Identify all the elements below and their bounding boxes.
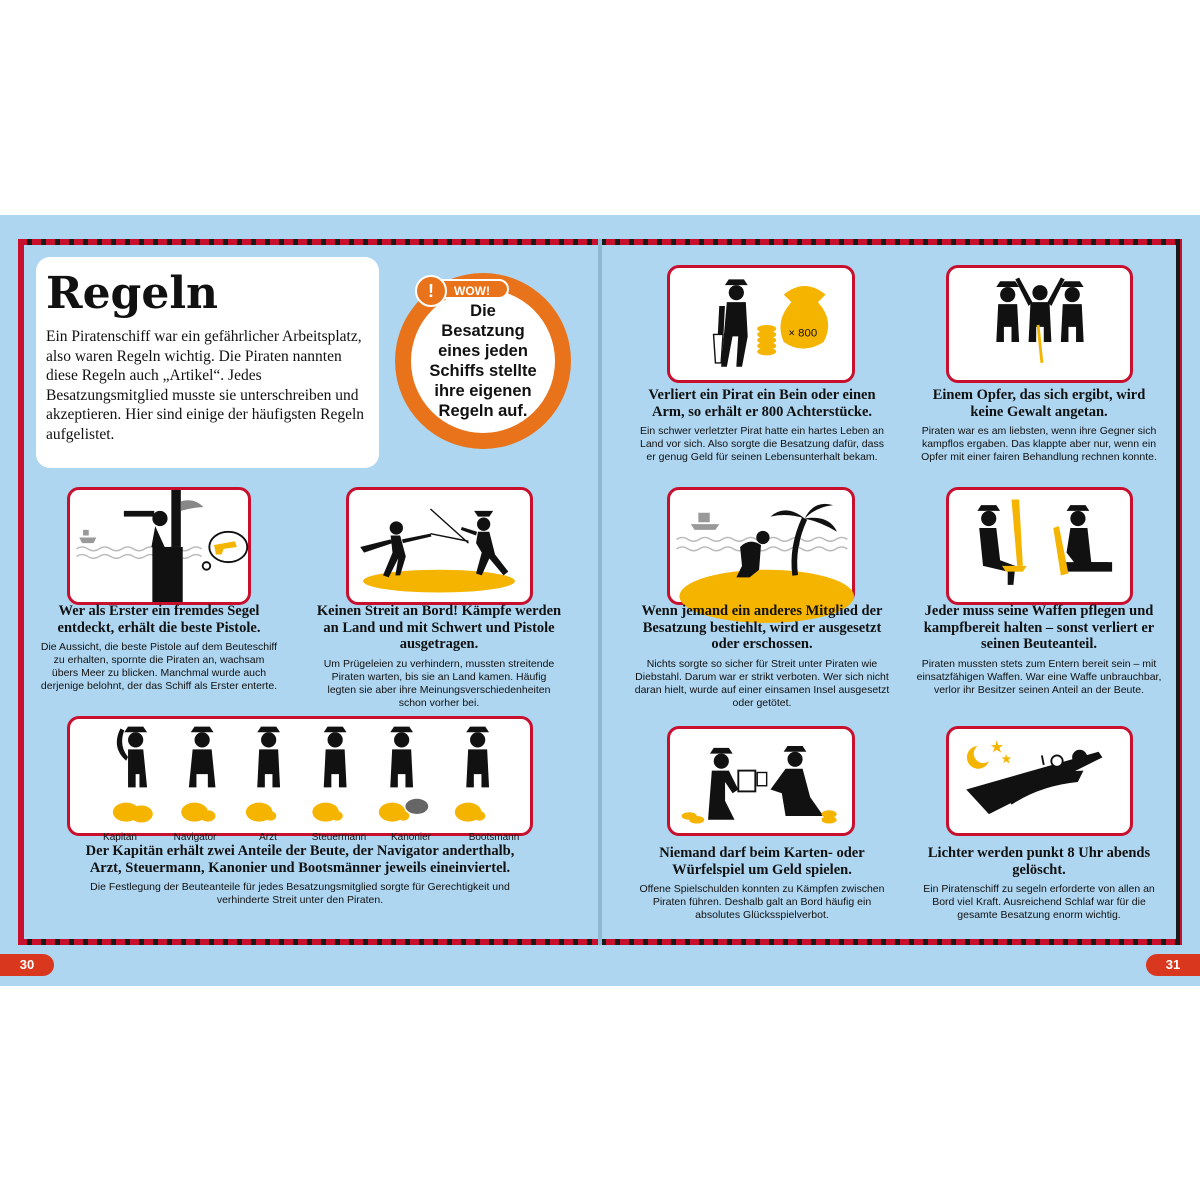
wow-tag: WOW! [423,279,509,299]
caption-segel [40,603,278,693]
rule-heading: Verliert ein Pirat ein Bein oder einen Arm, so erhält er 800 Achterstücke. [648,387,876,420]
card-licht [946,726,1133,836]
hammock-sleep-illustration-icon [949,729,1130,833]
caption-licht [916,845,1162,922]
rule-body: Ein schwer verletzter Pirat hatte ein hartes Leben an Land vor sich. Also sorgte die Besatzung dafür, dass er genug Geld für seinen Lebensunterhalt bekam. [640,425,884,463]
fencing-illustration-icon [349,490,530,602]
page-gutter [598,239,602,945]
caption-spiel [634,845,890,922]
injured-pirate-illustration-icon [670,268,852,380]
rule-body: Die Aussicht, die beste Pistole auf dem Beuteschiff zu erhalten, spornte die Piraten an, wachsam übers Meer zu blicken. Manchmal wurde auch derjenige belohnt, der das Schiff als Erster enterte. [40,641,278,692]
role-label-bootsmann: Bootsmann [468,832,520,843]
page-number-left: 30 [0,954,54,976]
rule-heading: Lichter werden punkt 8 Uhr abends gelöscht. [927,845,1151,878]
caption-waffen [916,603,1162,697]
card-bein [667,265,855,383]
weapon-care-illustration-icon [949,490,1130,602]
marooned-island-illustration-icon [670,490,852,602]
rule-heading: Einem Opfer, das sich ergibt, wird keine Gewalt angetan. [932,387,1146,420]
role-label-arzt: Arzt [259,832,277,843]
caption-anteile [70,843,530,907]
page-number-right: 31 [1146,954,1200,976]
card-waffen [946,487,1133,605]
card-diebstahl [667,487,855,605]
caption-diebstahl [634,603,890,710]
wow-badge [395,273,571,449]
rule-body: Um Prügeleien zu verhindern, mussten streitende Piraten warten, bis sie an Land kamen. Häufig legten sie aber ihre Meinungsverschiedenheiten schon vorher bei. [323,657,555,709]
surrender-illustration-icon [949,268,1130,380]
card-spiel [667,726,855,836]
wow-text: Die Besatzung eines jeden Schiffs stellte ihre eigenen Regeln auf. [429,302,537,420]
role-label-navigator: Navigator [173,832,217,843]
rule-heading: Niemand darf beim Karten- oder Würfelspiel um Geld spielen. [659,845,865,878]
rule-body: Piraten war es am liebsten, wenn ihre Gegner sich kampflos ergaben. Das klappte aber nur, wenn ein Opfer mit einer fairen Behandlung rechnen konnte. [921,425,1157,463]
book-spread [0,215,1200,986]
bag-label: × 800 [788,327,818,340]
card-game-illustration-icon [670,729,852,833]
rule-body: Die Festlegung der Beuteanteile für jedes Besatzungsmitglied sorgte für Gerechtigkeit und verhinderte Streit unter den Piraten. [90,881,510,906]
exclamation-icon: ! [415,275,447,307]
rule-heading: Der Kapitän erhält zwei Anteile der Beute, der Navigator anderthalb, Arzt, Steuermann, Kanonier und Bootsmänner jeweils eineinviertel. [85,843,515,876]
rule-body: Ein Piratenschiff zu segeln erforderte von allen an Bord viel Kraft. Ausreichend Schlaf war für die gesamte Besatzung enorm wichtig. [923,883,1155,921]
rule-heading: Jeder muss seine Waffen pflegen und kampfbereit halten – sonst verliert er seinen Beuteanteil. [923,603,1155,652]
lookout-illustration-icon [70,490,248,602]
intro-box [36,257,379,468]
card-opfer [946,265,1133,383]
wow-circle [411,289,555,433]
card-segel [67,487,251,605]
page-title: Regeln [46,268,219,319]
role-label-kanonier: Kanonier [390,832,432,843]
rule-body: Piraten mussten stets zum Entern bereit sein – mit einsatzfähigen Waffen. War eine Waffe unbrauchbar, verlor ihr Besitzer seinen Anteil an der Beute. [916,657,1162,696]
rule-heading: Keinen Streit an Bord! Kämpfe werden an Land und mit Schwert und Pistole ausgetragen. [316,603,562,652]
rule-body: Nichts sorgte so sicher für Streit unter Piraten wie Diebstahl. Darum war er strikt verboten. Wer sich nicht daran hielt, wurde auf einer einsamen Insel ausgesetzt oder getötet. [634,657,890,709]
caption-opfer [916,387,1162,464]
card-anteile [67,716,533,843]
rule-body: Offene Spielschulden konnten zu Kämpfen zwischen Piraten führen. Deshalb galt an Bord häufig ein absolutes Glücksspielverbot. [639,883,885,921]
card-streit [346,487,533,605]
rule-heading: Wenn jemand ein anderes Mitglied der Besatzung bestiehlt, wird er ausgesetzt oder erschossen. [641,603,883,652]
role-label-steuermann: Steuermann [311,832,367,843]
rule-heading: Wer als Erster ein fremdes Segel entdeckt, erhält die beste Pistole. [57,603,261,636]
intro-text: Ein Piratenschiff war ein gefährlicher Arbeitsplatz, also waren Regeln wichtig. Die Piraten nannten diese Regeln auch „Artikel“. Jedes Besatzungsmitglied musste sie unterschreiben und akzeptieren. Hier sind einige der häufigsten Regeln aufgelistet. [46,328,365,443]
caption-streit [316,603,562,710]
caption-bein [634,387,890,464]
role-label-kapitaen: Kapitän [103,832,137,843]
crew-shares-illustration-icon [70,719,530,833]
